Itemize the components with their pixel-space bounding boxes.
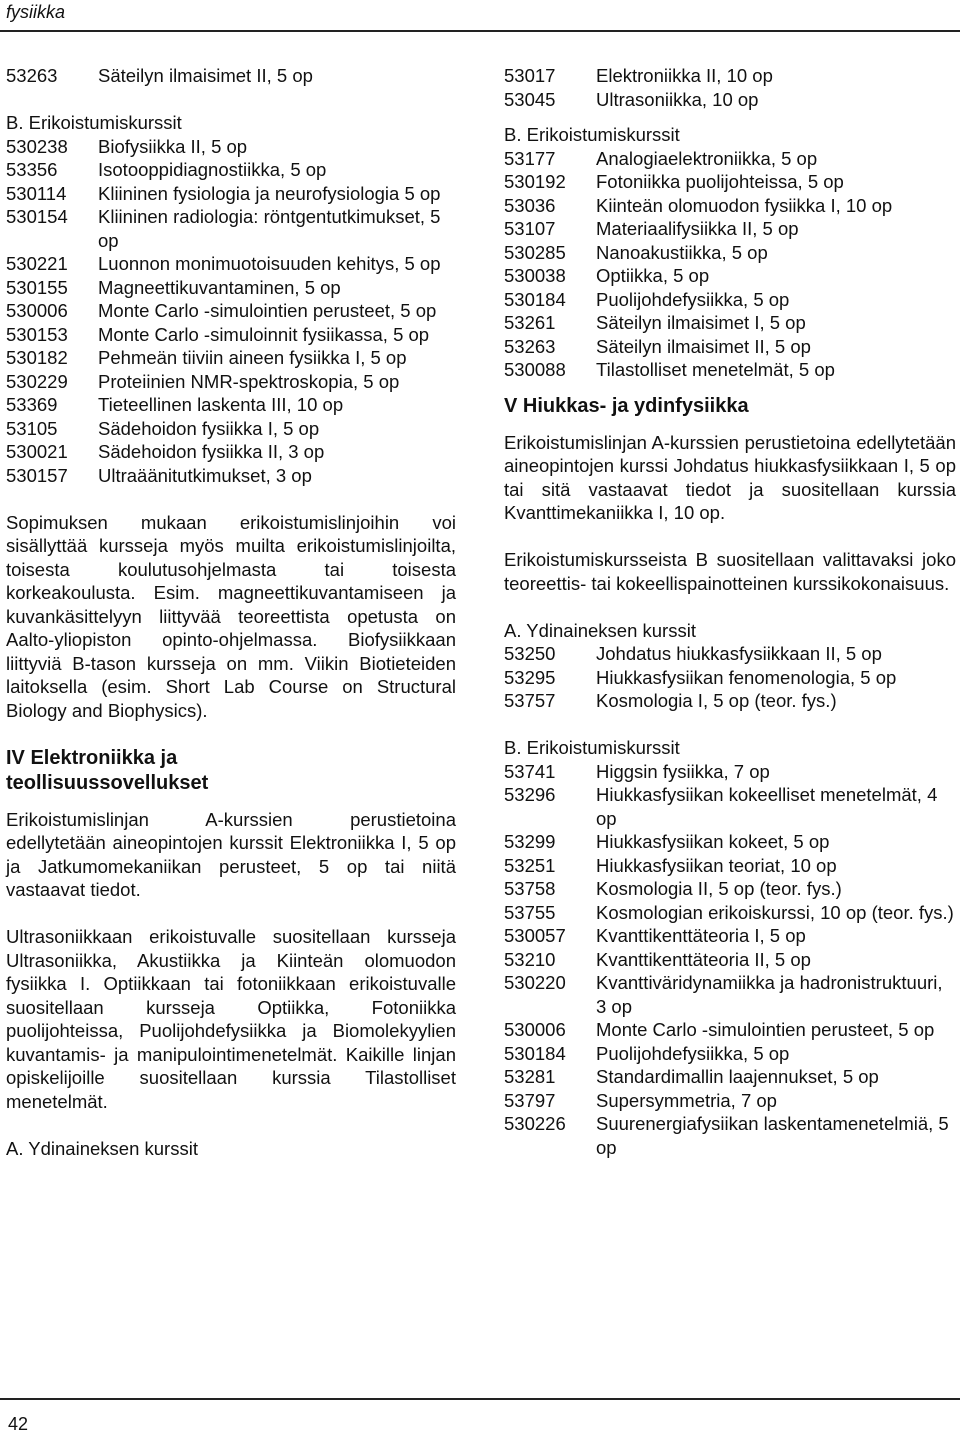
course-entry	[6, 252, 456, 276]
course-entry	[6, 346, 456, 370]
course-code: 53356	[6, 159, 58, 180]
course-title: Tilastolliset menetelmät, 5 op	[596, 359, 835, 380]
course-code: 53797	[504, 1089, 556, 1111]
course-list	[504, 760, 956, 1160]
course-entry	[504, 288, 956, 312]
course-code: 53177	[504, 147, 556, 169]
course-entry	[504, 1112, 956, 1159]
course-title: Kosmologia I, 5 op (teor. fys.)	[596, 690, 837, 711]
course-entry	[6, 370, 456, 394]
course-entry	[504, 170, 956, 194]
course-code: 530021	[6, 441, 68, 462]
course-title: Hiukkasfysiikan teoriat, 10 op	[596, 854, 837, 876]
course-title: Analogiaelektroniikka, 5 op	[596, 147, 818, 169]
right-column	[504, 64, 956, 1159]
course-entry	[504, 264, 956, 288]
course-code: 53741	[504, 760, 556, 782]
paragraph: Erikoistumislinjan A-kurssien perustietoina edellytetään aineopintojen kurssi Johdatus hiukkasfysiikkaan I, 5 op tai sitä vastaavat tiedot ja suositellaan kurssia Kvanttimekaniikka I, 10 op.	[504, 431, 956, 523]
course-entry	[504, 217, 956, 241]
course-title: Säteilyn ilmaisimet II, 5 op	[98, 65, 313, 86]
course-code: 53263	[504, 335, 556, 357]
course-code: 53045	[504, 88, 556, 110]
course-title: Ultraäänitutkimukset, 3 op	[98, 464, 312, 486]
course-code: 530154	[6, 206, 68, 227]
paragraph: Ultrasoniikkaan erikoistuvalle suositellaan kursseja Ultrasoniikka, Akustiikka ja Kiinteän olomuodon fysiikka I. Optiikkaan tai fotoniikkaan erikoistuvalle suositellaan kursseja Optiikka, Fotoniikka puolijohteissa, Puolijohdefysiikka ja Biomolekyylien kuvantamis- ja manipulointimenetelmät. Kaikille linjan opiskelijoille suositellaan kurssia Tilastolliset menetelmät.	[6, 926, 456, 1112]
course-code: 53755	[504, 901, 556, 923]
course-entry	[6, 299, 456, 323]
course-entry	[504, 854, 956, 878]
course-entry	[504, 783, 956, 830]
course-entry	[6, 182, 456, 206]
course-entry	[504, 760, 956, 784]
course-title: Hiukkasfysiikan kokeelliset menetelmät, 4 op	[596, 784, 938, 829]
course-code: 530182	[6, 347, 68, 368]
course-title: Kvanttiväridynamiikka ja hadronistruktuuri, 3 op	[596, 972, 943, 1017]
course-entry	[6, 393, 456, 417]
course-code: 530088	[504, 359, 566, 380]
course-entry	[504, 877, 956, 901]
course-code: 53210	[504, 948, 556, 970]
course-title: Kvanttikenttäteoria II, 5 op	[596, 948, 811, 970]
course-title: Standardimallin laajennukset, 5 op	[596, 1066, 879, 1087]
course-entry	[504, 64, 956, 88]
course-title: Fotoniikka puolijohteissa, 5 op	[596, 171, 844, 192]
course-entry	[504, 666, 956, 690]
course-code: 53261	[504, 312, 556, 333]
course-title: Puolijohdefysiikka, 5 op	[596, 288, 790, 310]
course-list	[504, 147, 956, 382]
course-code: 530114	[6, 182, 67, 204]
course-title: Isotooppidiagnostiikka, 5 op	[98, 159, 327, 180]
course-title: Säteilyn ilmaisimet I, 5 op	[596, 312, 806, 333]
course-code: 53036	[504, 194, 556, 216]
course-title: Monte Carlo -simuloinnit fysiikassa, 5 op	[98, 323, 430, 345]
course-code: 53263	[6, 65, 58, 86]
course-code: 53758	[504, 878, 556, 899]
paragraph: Sopimuksen mukaan erikoistumislinjoihin voi sisällyttää kursseja myös muilta erikoistumislinjoilta, toisesta koulutusohjelmasta tai toisesta korkeakoulusta. Esim. magneettikuvantamiseen ja kuvankäsittelyyn liittyvää teoreettista opetusta on Aalto-yliopiston opinto-ohjelmassa. Biofysiikkaan liittyviä B-tason kursseja on mm. Viikin Biotieteiden laitoksella (esim. Short Lab Course on Structural Biology and Biophysics).	[6, 511, 456, 721]
course-title: Optiikka, 5 op	[596, 265, 710, 286]
course-entry	[504, 1018, 956, 1042]
course-code: 53281	[504, 1066, 556, 1087]
course-code: 53296	[504, 784, 556, 805]
course-title: Monte Carlo -simulointien perusteet, 5 op	[596, 1019, 935, 1040]
course-title: Higgsin fysiikka, 7 op	[596, 760, 770, 782]
course-entry	[504, 358, 956, 382]
course-code: 53105	[6, 417, 58, 439]
course-entry	[6, 323, 456, 347]
course-title: Monte Carlo -simulointien perusteet, 5 op	[98, 300, 437, 321]
course-entry	[504, 689, 956, 713]
course-title: Tieteellinen laskenta III, 10 op	[98, 394, 344, 415]
course-entry	[6, 417, 456, 441]
paragraph: Erikoistumislinjan A-kurssien perustietoina edellytetään aineopintojen kurssit Elektroniikka I, 5 op ja Jatkumomekaniikan perusteet, 5 op tai niitä vastaavat tiedot.	[6, 808, 456, 900]
course-code: 530220	[504, 972, 566, 993]
paragraph: Erikoistumiskursseista B suositellaan valittavaksi joko teoreettis- tai kokeellispainotteinen kurssikokonaisuus.	[504, 549, 956, 594]
course-entry	[6, 135, 456, 159]
course-code: 530285	[504, 241, 566, 263]
section-subheading: A. Ydinaineksen kurssit	[6, 1137, 198, 1159]
running-header: fysiikka	[6, 2, 66, 22]
course-entry	[504, 88, 956, 112]
course-title: Nanoakustiikka, 5 op	[596, 241, 768, 263]
section-subheading: B. Erikoistumiskurssit	[6, 112, 182, 133]
course-entry	[6, 205, 456, 252]
course-code: 530192	[504, 171, 566, 192]
course-code: 53251	[504, 854, 556, 876]
course-entry	[504, 901, 956, 925]
course-code: 530057	[504, 925, 566, 946]
course-entry	[504, 311, 956, 335]
course-entry	[504, 924, 956, 948]
course-title: Hiukkasfysiikan fenomenologia, 5 op	[596, 666, 897, 688]
course-title: Biofysiikka II, 5 op	[98, 135, 248, 157]
section-heading-line: IV Elektroniikka ja	[6, 746, 178, 769]
course-title: Puolijohdefysiikka, 5 op	[596, 1042, 790, 1064]
course-code: 53299	[504, 831, 556, 852]
course-entry	[504, 1042, 956, 1066]
course-title: Sädehoidon fysiikka I, 5 op	[98, 417, 320, 439]
section-heading	[6, 746, 456, 796]
course-list	[6, 135, 456, 488]
course-list	[504, 64, 956, 111]
course-entry	[6, 158, 456, 182]
section-subheading: A. Ydinaineksen kurssit	[504, 619, 696, 641]
course-code: 530184	[504, 288, 566, 310]
course-title: Proteiinien NMR-spektroskopia, 5 op	[98, 370, 400, 392]
course-code: 53017	[504, 65, 556, 86]
course-title: Sädehoidon fysiikka II, 3 op	[98, 441, 325, 462]
course-list	[504, 642, 956, 713]
course-title: Materiaalifysiikka II, 5 op	[596, 218, 799, 239]
left-column	[6, 64, 456, 1160]
course-code: 530006	[6, 300, 68, 321]
course-title: Kliininen radiologia: röntgentutkimukset, 5 op	[98, 206, 441, 251]
course-title: Ultrasoniikka, 10 op	[596, 88, 759, 110]
course-title: Magneettikuvantaminen, 5 op	[98, 276, 341, 298]
header-rule	[0, 30, 960, 32]
course-title: Kosmologia II, 5 op (teor. fys.)	[596, 878, 842, 899]
course-title: Supersymmetria, 7 op	[596, 1089, 777, 1111]
course-title: Kiinteän olomuodon fysiikka I, 10 op	[596, 194, 893, 216]
course-title: Elektroniikka II, 10 op	[596, 65, 773, 86]
course-code: 530038	[504, 265, 566, 286]
course-entry	[6, 64, 456, 88]
course-code: 53107	[504, 218, 556, 239]
section-subheading: B. Erikoistumiskurssit	[504, 737, 680, 758]
course-entry	[504, 147, 956, 171]
course-entry	[6, 464, 456, 488]
course-entry	[504, 1089, 956, 1113]
course-code: 530157	[6, 464, 68, 486]
course-code: 53369	[6, 394, 58, 415]
section-heading: V Hiukkas- ja ydinfysiikka	[504, 394, 749, 417]
course-code: 530184	[504, 1042, 566, 1064]
course-title: Kvanttikenttäteoria I, 5 op	[596, 925, 806, 946]
course-code: 530238	[6, 135, 68, 157]
course-title: Kosmologian erikoiskurssi, 10 op (teor. fys.)	[596, 901, 954, 923]
course-entry	[504, 948, 956, 972]
page-number: 42	[8, 1414, 29, 1434]
course-entry	[504, 830, 956, 854]
course-code: 53250	[504, 643, 556, 664]
course-entry	[504, 194, 956, 218]
course-entry	[504, 335, 956, 359]
course-code: 530153	[6, 323, 68, 345]
course-entry	[504, 241, 956, 265]
course-entry	[504, 971, 956, 1018]
course-code: 530006	[504, 1019, 566, 1040]
course-entry	[504, 1065, 956, 1089]
section-subheading: B. Erikoistumiskurssit	[504, 124, 680, 145]
course-code: 530221	[6, 253, 68, 274]
course-code: 53757	[504, 690, 556, 711]
course-code: 530226	[504, 1113, 566, 1134]
course-title: Säteilyn ilmaisimet II, 5 op	[596, 335, 811, 357]
course-code: 53295	[504, 666, 556, 688]
course-title: Johdatus hiukkasfysiikkaan II, 5 op	[596, 643, 882, 664]
section-heading-line: teollisuussovellukset	[6, 771, 209, 794]
course-title: Kliininen fysiologia ja neurofysiologia 5 op	[98, 182, 441, 204]
course-entry	[6, 440, 456, 464]
course-code: 530155	[6, 276, 68, 298]
course-entry	[6, 276, 456, 300]
course-title: Luonnon monimuotoisuuden kehitys, 5 op	[98, 253, 441, 274]
course-title: Pehmeän tiiviin aineen fysiikka I, 5 op	[98, 347, 407, 368]
course-entry	[504, 642, 956, 666]
course-title: Suurenergiafysiikan laskentamenetelmiä, 5 op	[596, 1113, 949, 1158]
footer-rule	[0, 1398, 960, 1400]
course-code: 530229	[6, 370, 68, 392]
course-title: Hiukkasfysiikan kokeet, 5 op	[596, 831, 830, 852]
